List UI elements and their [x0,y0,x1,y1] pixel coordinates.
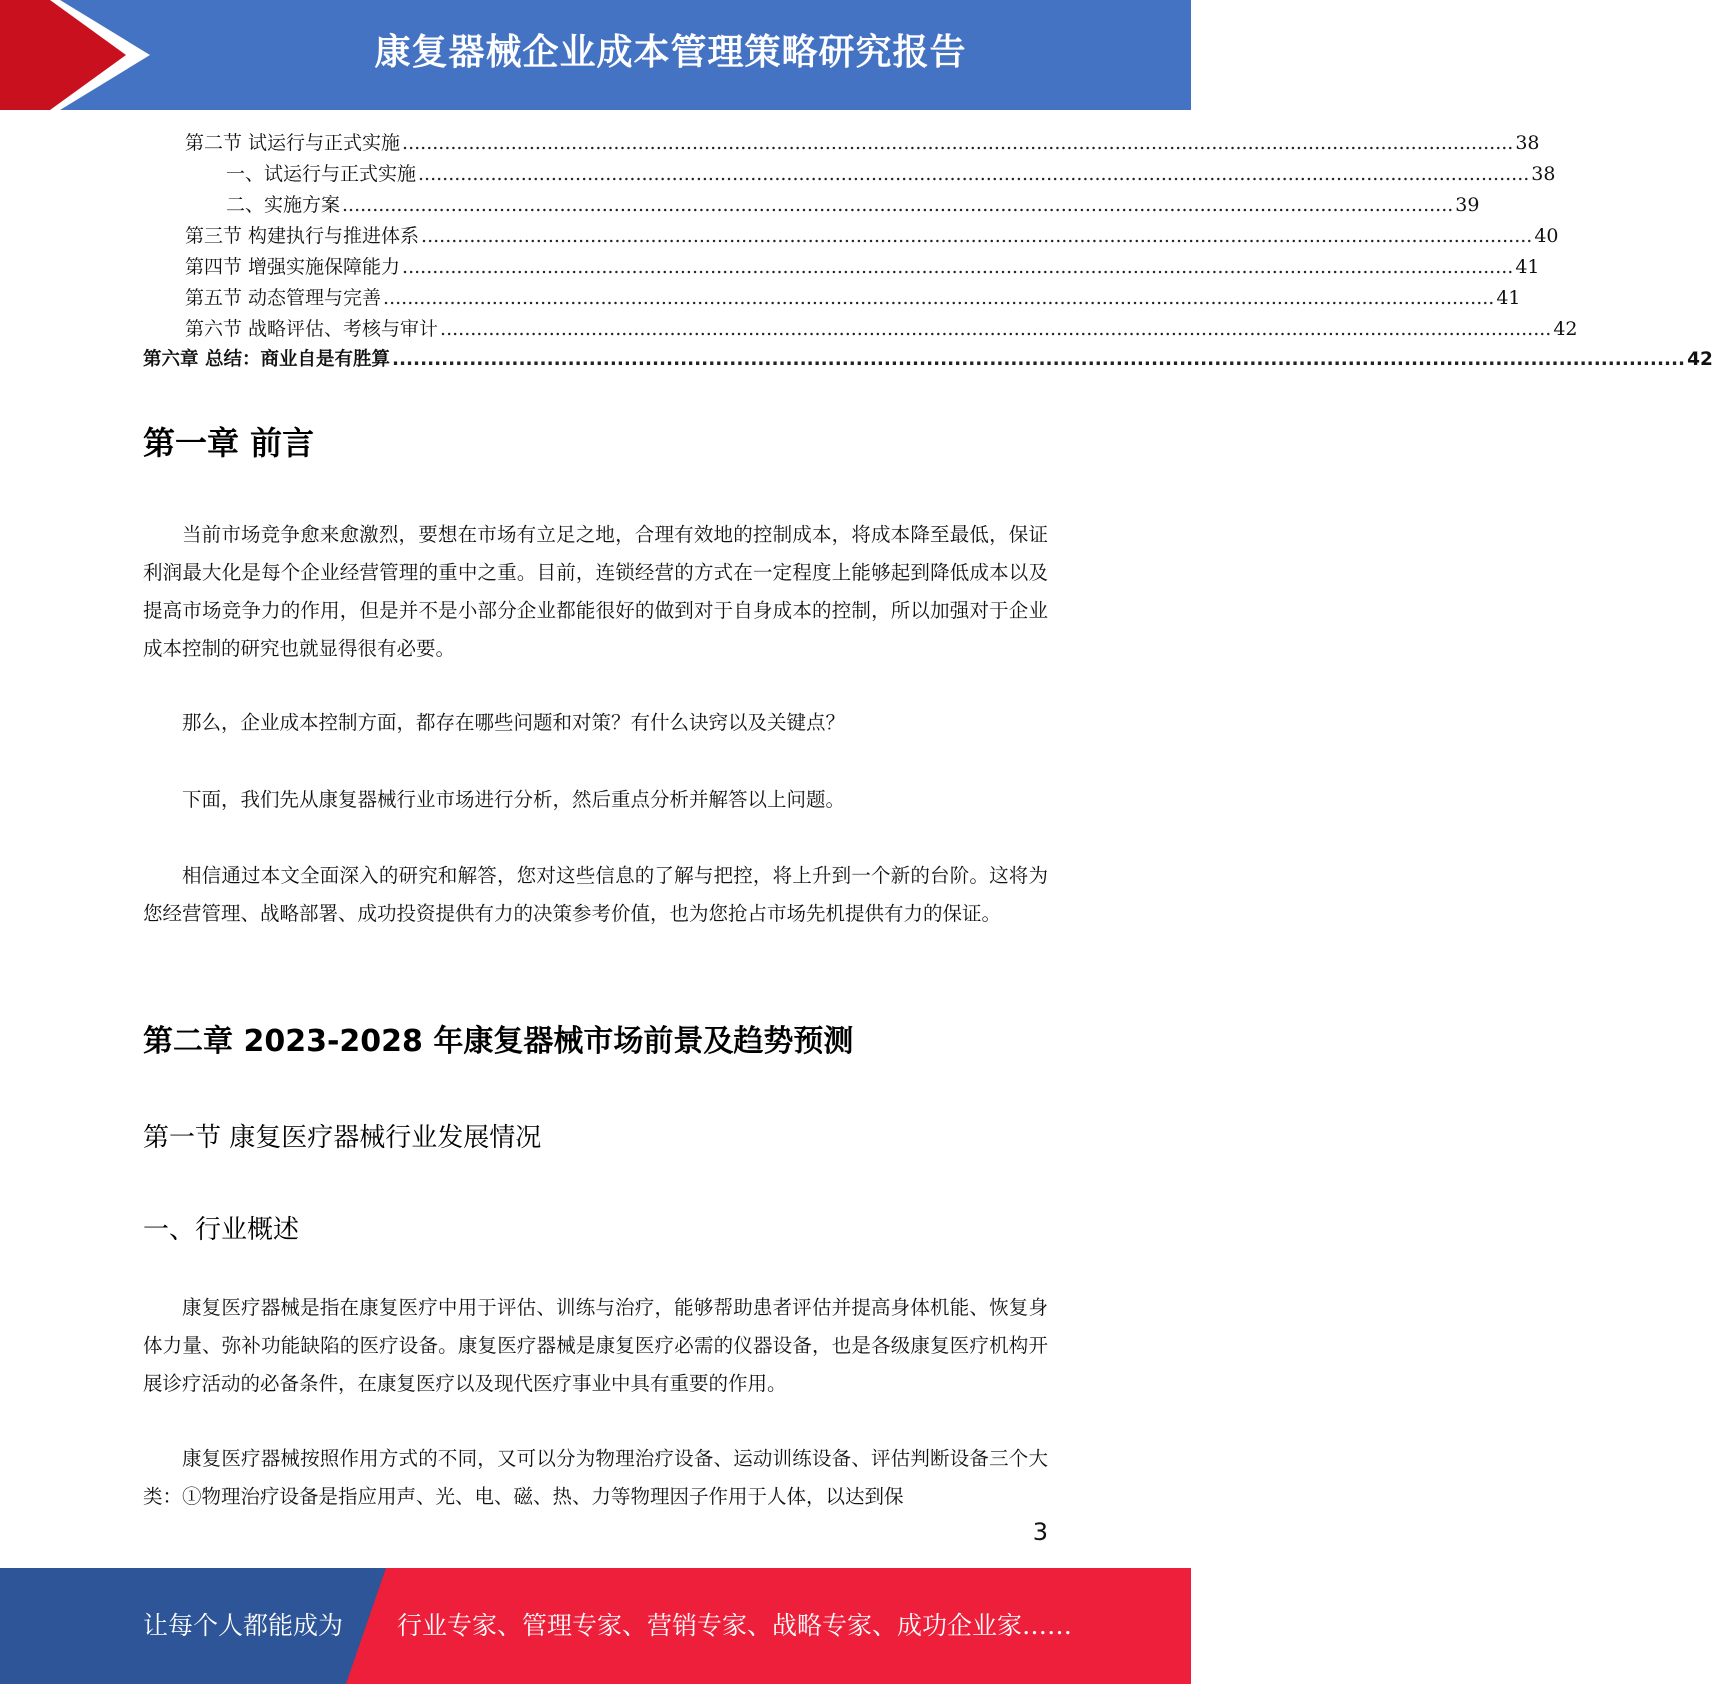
footer-banner [0,1568,1191,1684]
toc-item-page: 42 [1687,349,1713,370]
toc-item-page: 38 [1515,132,1540,154]
toc-leader-dots: ........................................................................................................................................................................................ [383,287,1495,309]
toc-item-label: 二、实施方案 [226,194,341,216]
toc-item-label: 一、试运行与正式实施 [226,163,417,185]
footer-slogan-right: 行业专家、管理专家、营销专家、战略专家、成功企业家…… [397,1611,1073,1640]
toc-leader-dots: ........................................................................................................................................................................................ [402,256,1514,278]
chapter-1-paragraph: 下面，我们先从康复器械行业市场进行分析，然后重点分析并解答以上问题。 [182,788,846,811]
toc-item-label: 第五节 动态管理与完善 [185,287,382,309]
header-arrow-decoration [0,0,150,110]
chapter-1-title: 第一章 前言 [143,424,315,462]
toc-item-page: 40 [1534,225,1559,247]
chapter-1-paragraph: 相信通过本文全面深入的研究和解答，您对这些信息的了解与把控，将上升到一个新的台阶。这将为您经营管理、战略部署、成功投资提供有力的决策参考价值，也为您抢占市场先机提供有力的保证。 [143,864,1048,925]
toc-item-page: 39 [1455,194,1480,216]
toc-item-page: 41 [1515,256,1540,278]
page-number: 3 [1032,1518,1048,1546]
toc-item-page: 42 [1553,318,1578,340]
toc-item-label: 第六节 战略评估、考核与审计 [185,318,439,340]
toc-leader-dots: ........................................................................................................................................................................................ [418,163,1530,185]
toc-item-label: 第三节 构建执行与推进体系 [185,225,420,247]
toc-item-label: 第六章 总结：商业自是有胜算 [143,349,390,370]
chapter-2-paragraph: 康复医疗器械是指在康复医疗中用于评估、训练与治疗，能够帮助患者评估并提高身体机能、恢复身体力量、弥补功能缺陷的医疗设备。康复医疗器械是康复医疗必需的仪器设备，也是各级康复医疗机构开展诊疗活动的必备条件，在康复医疗以及现代医疗事业中具有重要的作用。 [143,1296,1048,1395]
toc-leader-dots: ........................................................................................................................................................................................ [342,194,1454,216]
chapter-2-paragraph: 康复医疗器械按照作用方式的不同，又可以分为物理治疗设备、运动训练设备、评估判断设备三个大类：①物理治疗设备是指应用声、光、电、磁、热、力等物理因子作用于人体，以达到保 [143,1447,1048,1508]
footer-slogan-left: 让每个人都能成为 [143,1611,344,1640]
toc-item-page: 41 [1496,287,1521,309]
toc-item-label: 第四节 增强实施保障能力 [185,256,401,278]
toc-item-page: 38 [1531,163,1556,185]
toc-leader-dots: ........................................................................................................................................................................................ [421,225,1533,247]
toc-leader-dots: ........................................................................................................................................................................................ [402,132,1514,154]
document-title: 康复器械企业成本管理策略研究报告 [374,32,967,73]
chapter-1-paragraph: 那么，企业成本控制方面，都存在哪些问题和对策？有什么诀窍以及关键点？ [182,711,846,734]
chapter-2-title: 第二章 2023-2028 年康复器械市场前景及趋势预测 [143,1024,854,1059]
toc-item-label: 第二节 试运行与正式实施 [185,132,401,154]
toc-leader-dots: ........................................................................................................................................................................................ [440,318,1552,340]
main-content [143,0,1048,1560]
chapter-1-paragraph: 当前市场竞争愈来愈激烈，要想在市场有立足之地，合理有效地的控制成本，将成本降至最低，保证利润最大化是每个企业经营管理的重中之重。目前，连锁经营的方式在一定程度上能够起到降低成本以及提高市场竞争力的作用，但是并不是小部分企业都能很好的做到对于自身成本的控制，所以加强对于企业成本控制的研究也就显得很有必要。 [143,523,1048,660]
subsection-title: 一、行业概述 [143,1215,300,1245]
section-title: 第一节 康复医疗器械行业发展情况 [143,1123,542,1153]
toc-leader-dots: ........................................................................................................................................................................................ [391,349,1686,370]
